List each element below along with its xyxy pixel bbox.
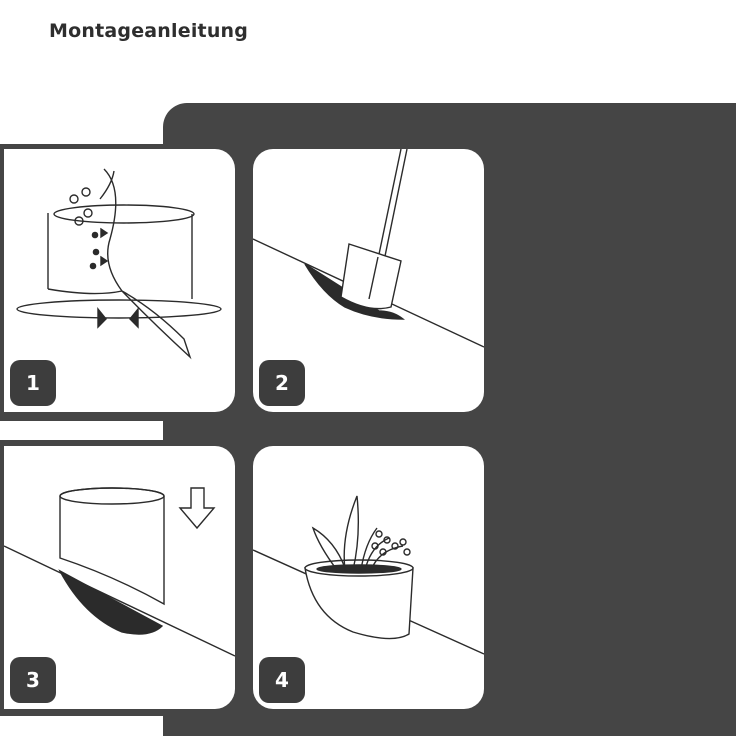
step-number-badge (259, 360, 305, 406)
step-panel-1 (4, 149, 235, 412)
step-number: 4 (275, 668, 289, 692)
step-number-badge (10, 657, 56, 703)
step-panel-3 (4, 446, 235, 709)
step-number: 3 (26, 668, 40, 692)
step-number: 1 (26, 371, 40, 395)
step-panel-2 (253, 149, 484, 412)
step-panel-4 (253, 446, 484, 709)
step-number-badge (259, 657, 305, 703)
step-number: 2 (275, 371, 289, 395)
page-title: Montageanleitung (49, 20, 249, 42)
step-number-badge (10, 360, 56, 406)
